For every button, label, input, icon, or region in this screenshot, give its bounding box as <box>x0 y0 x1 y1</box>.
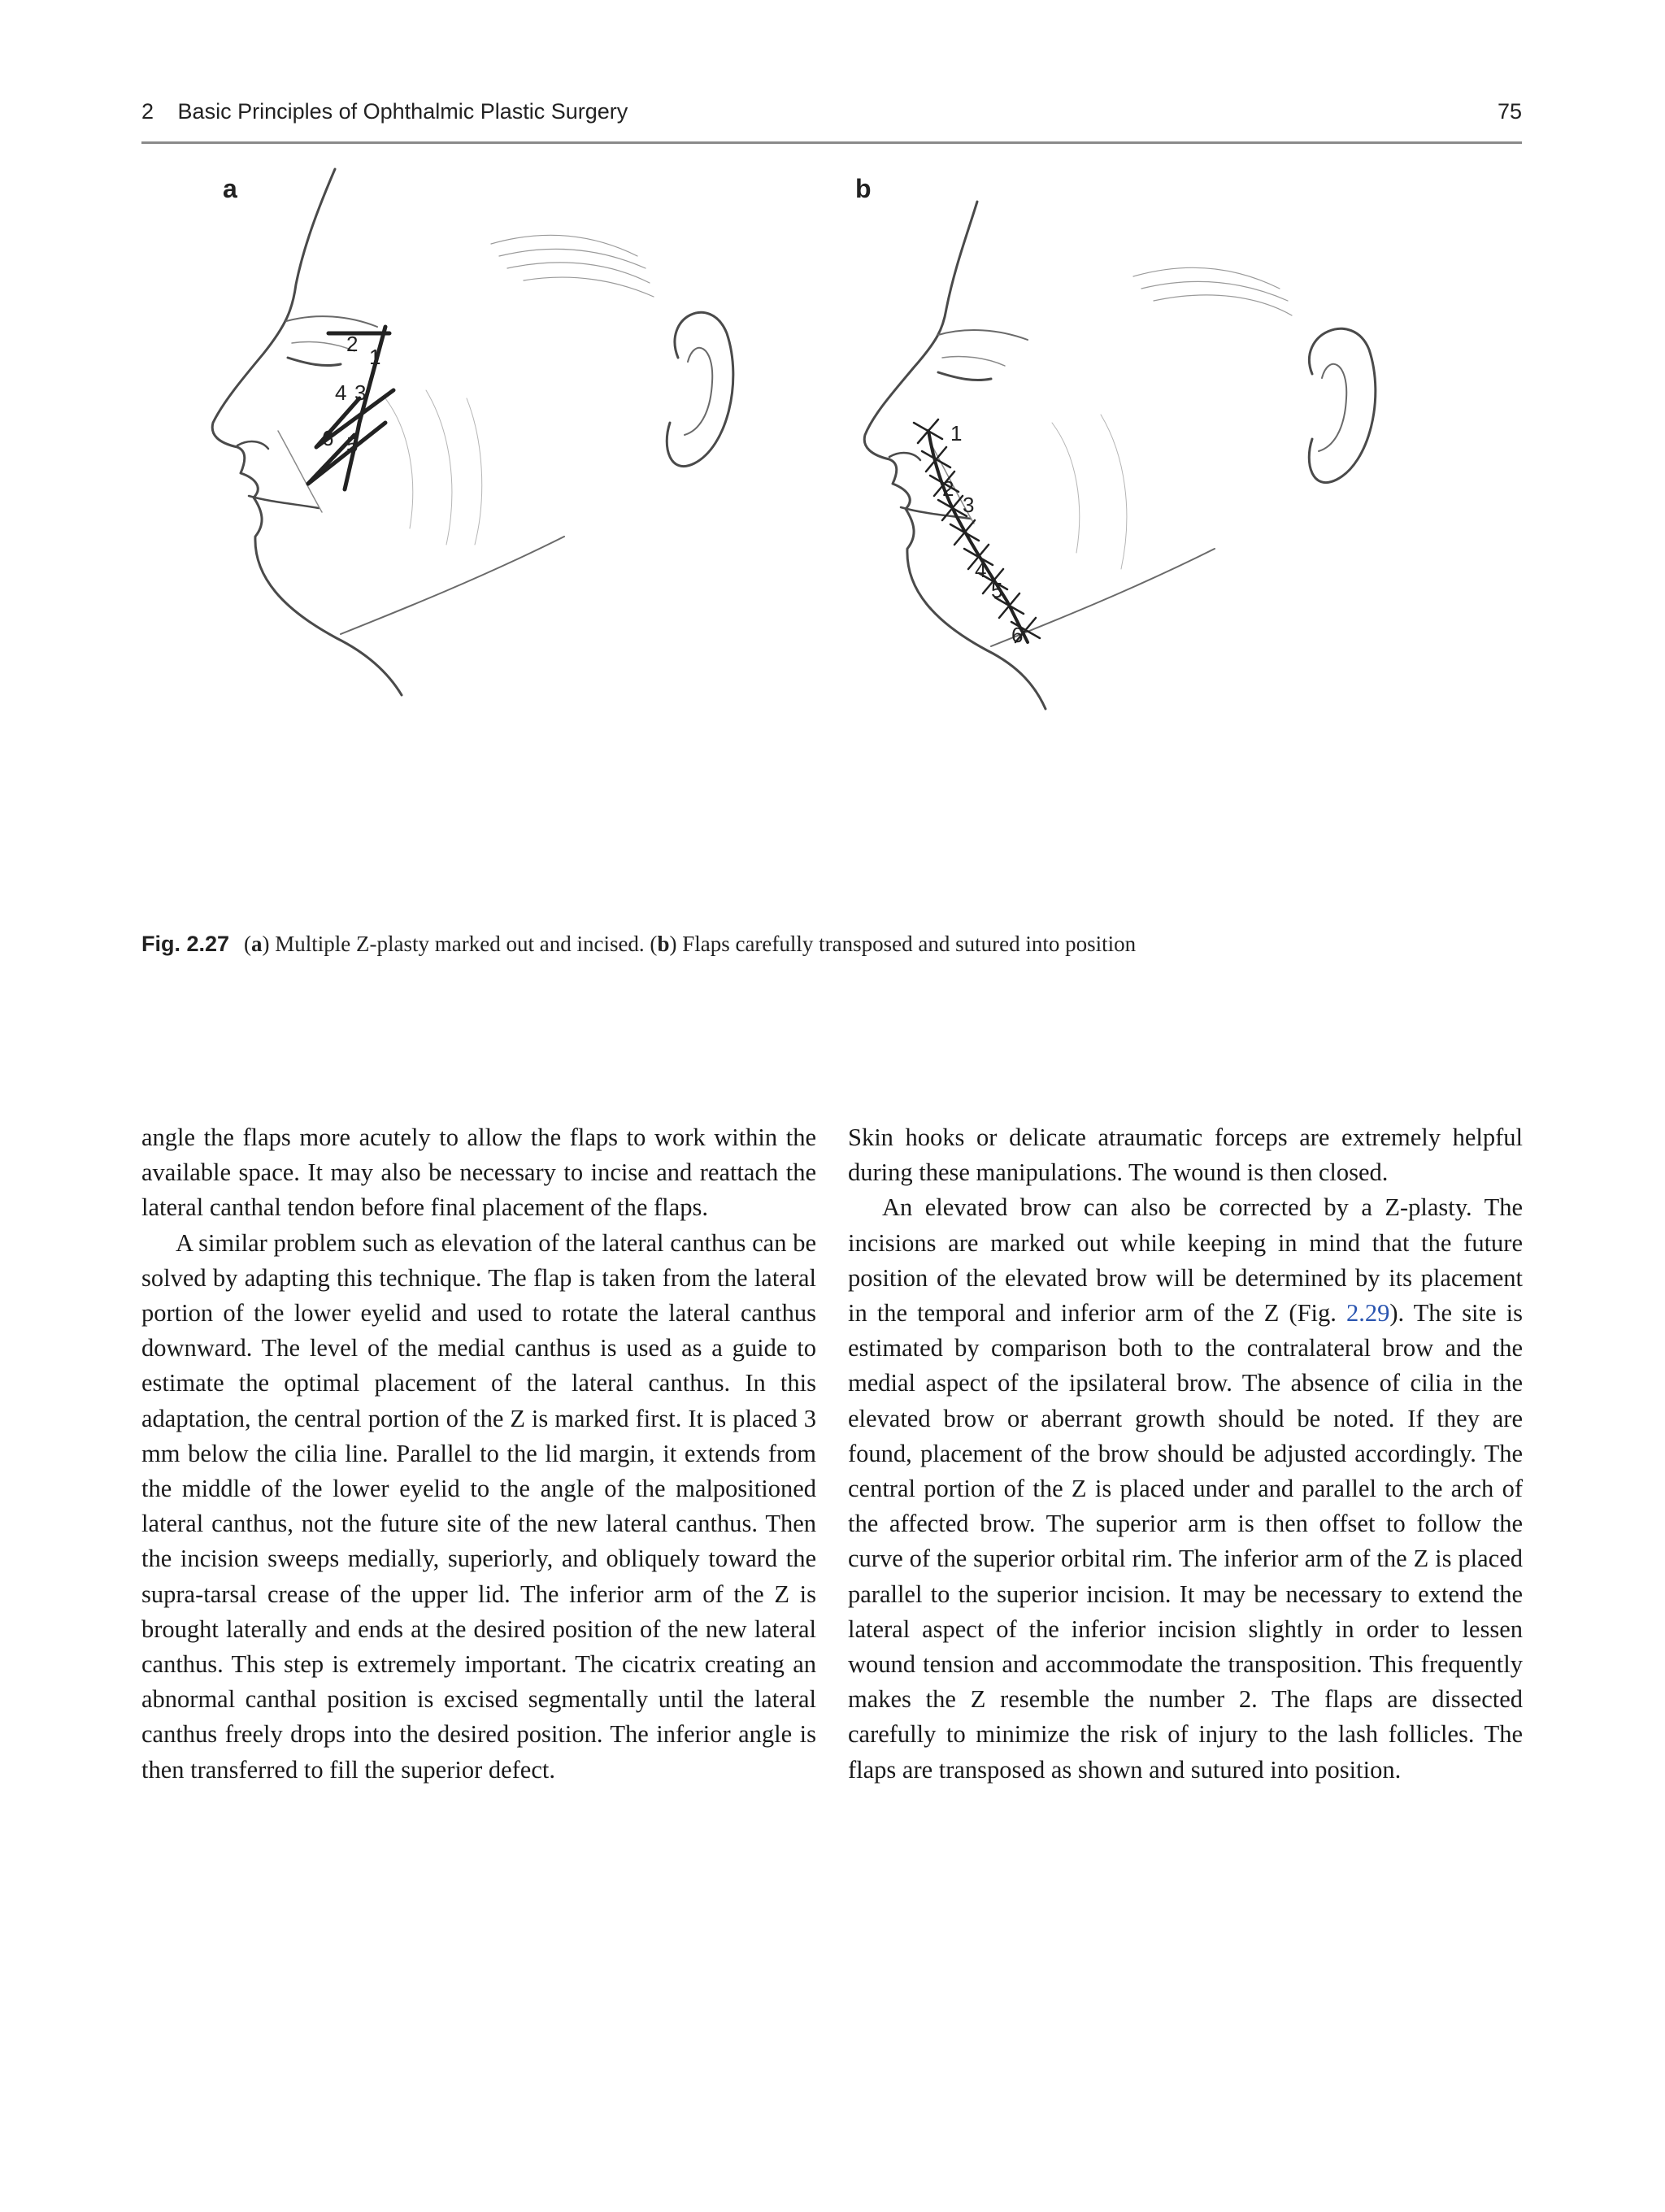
panel-b-number: 4 <box>975 558 987 582</box>
panel-a-number: 6 <box>322 426 334 450</box>
panel-a-number: 2 <box>346 332 359 356</box>
panel-a-number: 5 <box>346 432 359 457</box>
running-head <box>141 96 1522 144</box>
eye-closed <box>938 372 991 380</box>
panel-a-number: 4 <box>335 380 347 405</box>
figure-2-27 <box>141 154 1522 870</box>
ear <box>1309 328 1376 482</box>
caption-text-b: ) Flaps carefully transposed and sutured into position <box>669 932 1137 956</box>
face-illustration-a <box>141 154 808 870</box>
caption-open: ( <box>244 932 252 956</box>
panel-b-number: 3 <box>963 493 975 517</box>
paragraph: angle the flaps more acutely to allow the flaps to work within the available space. It may also be necessary to incise and reattach the lateral canthal tendon before final placement of the flaps. <box>141 1123 816 1222</box>
body-column-right <box>848 1120 1523 1788</box>
panel-a-number: 3 <box>354 380 367 405</box>
eye-closed <box>288 358 341 366</box>
panel-b-number: 6 <box>1011 623 1024 647</box>
paragraph: Skin hooks or delicate atraumatic forceps are extremely helpful during these manipulations. The wound is then closed. <box>848 1123 1523 1187</box>
figure-panel-a <box>141 154 808 870</box>
figure-panel-b <box>792 154 1459 870</box>
body-column-left <box>141 1120 816 1788</box>
face-illustration-b <box>792 154 1459 870</box>
chapter-heading <box>141 99 628 124</box>
caption-letter-b: b <box>657 932 670 956</box>
nostril <box>237 441 268 449</box>
panel-a-number: 1 <box>369 345 381 369</box>
paragraph-text: ). The site is estimated by comparison both to the contralateral brow and the medial aspect of the ipsilateral brow. The absence of cilia in the elevated brow or aberrant growth should be noted. If they are found, placement of the brow should be adjusted accordingly. The central portion of the Z is placed under and parallel to the arch of the affected brow. The superior arm is then offset to follow the curve of the superior orbital rim. The inferior arm of the Z is placed parallel to the superior incision. It may be necessary to extend the lateral aspect of the inferior incision slightly in order to lessen wound tension and accommodate the transposition. This frequently makes the Z resemble the number 2. The flaps are dissected carefully to minimize the risk of injury to the lash follicles. The flaps are transposed as shown and sutured into position. <box>848 1299 1523 1784</box>
chapter-title: Basic Principles of Ophthalmic Plastic Surgery <box>177 99 628 124</box>
chapter-number: 2 <box>141 99 154 124</box>
figure-caption <box>141 932 1522 957</box>
paragraph: A similar problem such as elevation of the lateral canthus can be solved by adapting this technique. The flap is taken from the lateral portion of the lower eyelid and used to rotate the lateral canthus downward. The level of the medial canthus is used as a guide to estimate the optimal placement of the lateral canthus. In this adaptation, the central portion of the Z is marked first. It is placed 3 mm below the cilia line. Parallel to the lid margin, it extends from the middle of the lower eyelid to the angle of the malpositioned lateral canthus, not the future site of the new lateral canthus. Then the incision sweeps medially, superiorly, and obliquely toward the supra-tarsal crease of the upper lid. The inferior arm of the Z is brought laterally and ends at the desired position of the new lateral canthus. This step is extremely important. The cicatrix creating an abnormal canthal position is excised segmentally until the lateral canthus freely drops into the desired position. The inferior angle is then transferred to fill the superior defect. <box>141 1228 816 1784</box>
ear <box>667 312 733 466</box>
jaw-line <box>341 537 564 634</box>
figure-label: Fig. 2.27 <box>141 932 230 956</box>
panel-b-number: 2 <box>942 476 954 501</box>
caption-text-a: ) Multiple Z-plasty marked out and incised. ( <box>262 932 658 956</box>
caption-letter-a: a <box>251 932 263 956</box>
panel-a-label: a <box>223 174 237 203</box>
panel-b-number: 5 <box>991 578 1003 602</box>
paragraph-text: An elevated brow can also be corrected by a Z-plasty. The incisions are marked out while keeping in mind that the future position of the elevated brow will be determined by its placement in the temporal and inferior arm of the Z (Fig. <box>848 1193 1523 1328</box>
panel-b-label: b <box>855 174 872 203</box>
page-number: 75 <box>1497 99 1522 124</box>
figure-reference-link[interactable]: 2.29 <box>1345 1299 1390 1328</box>
paragraph <box>848 1190 1523 1787</box>
panel-b-number: 1 <box>950 421 963 445</box>
nostril <box>889 453 920 460</box>
